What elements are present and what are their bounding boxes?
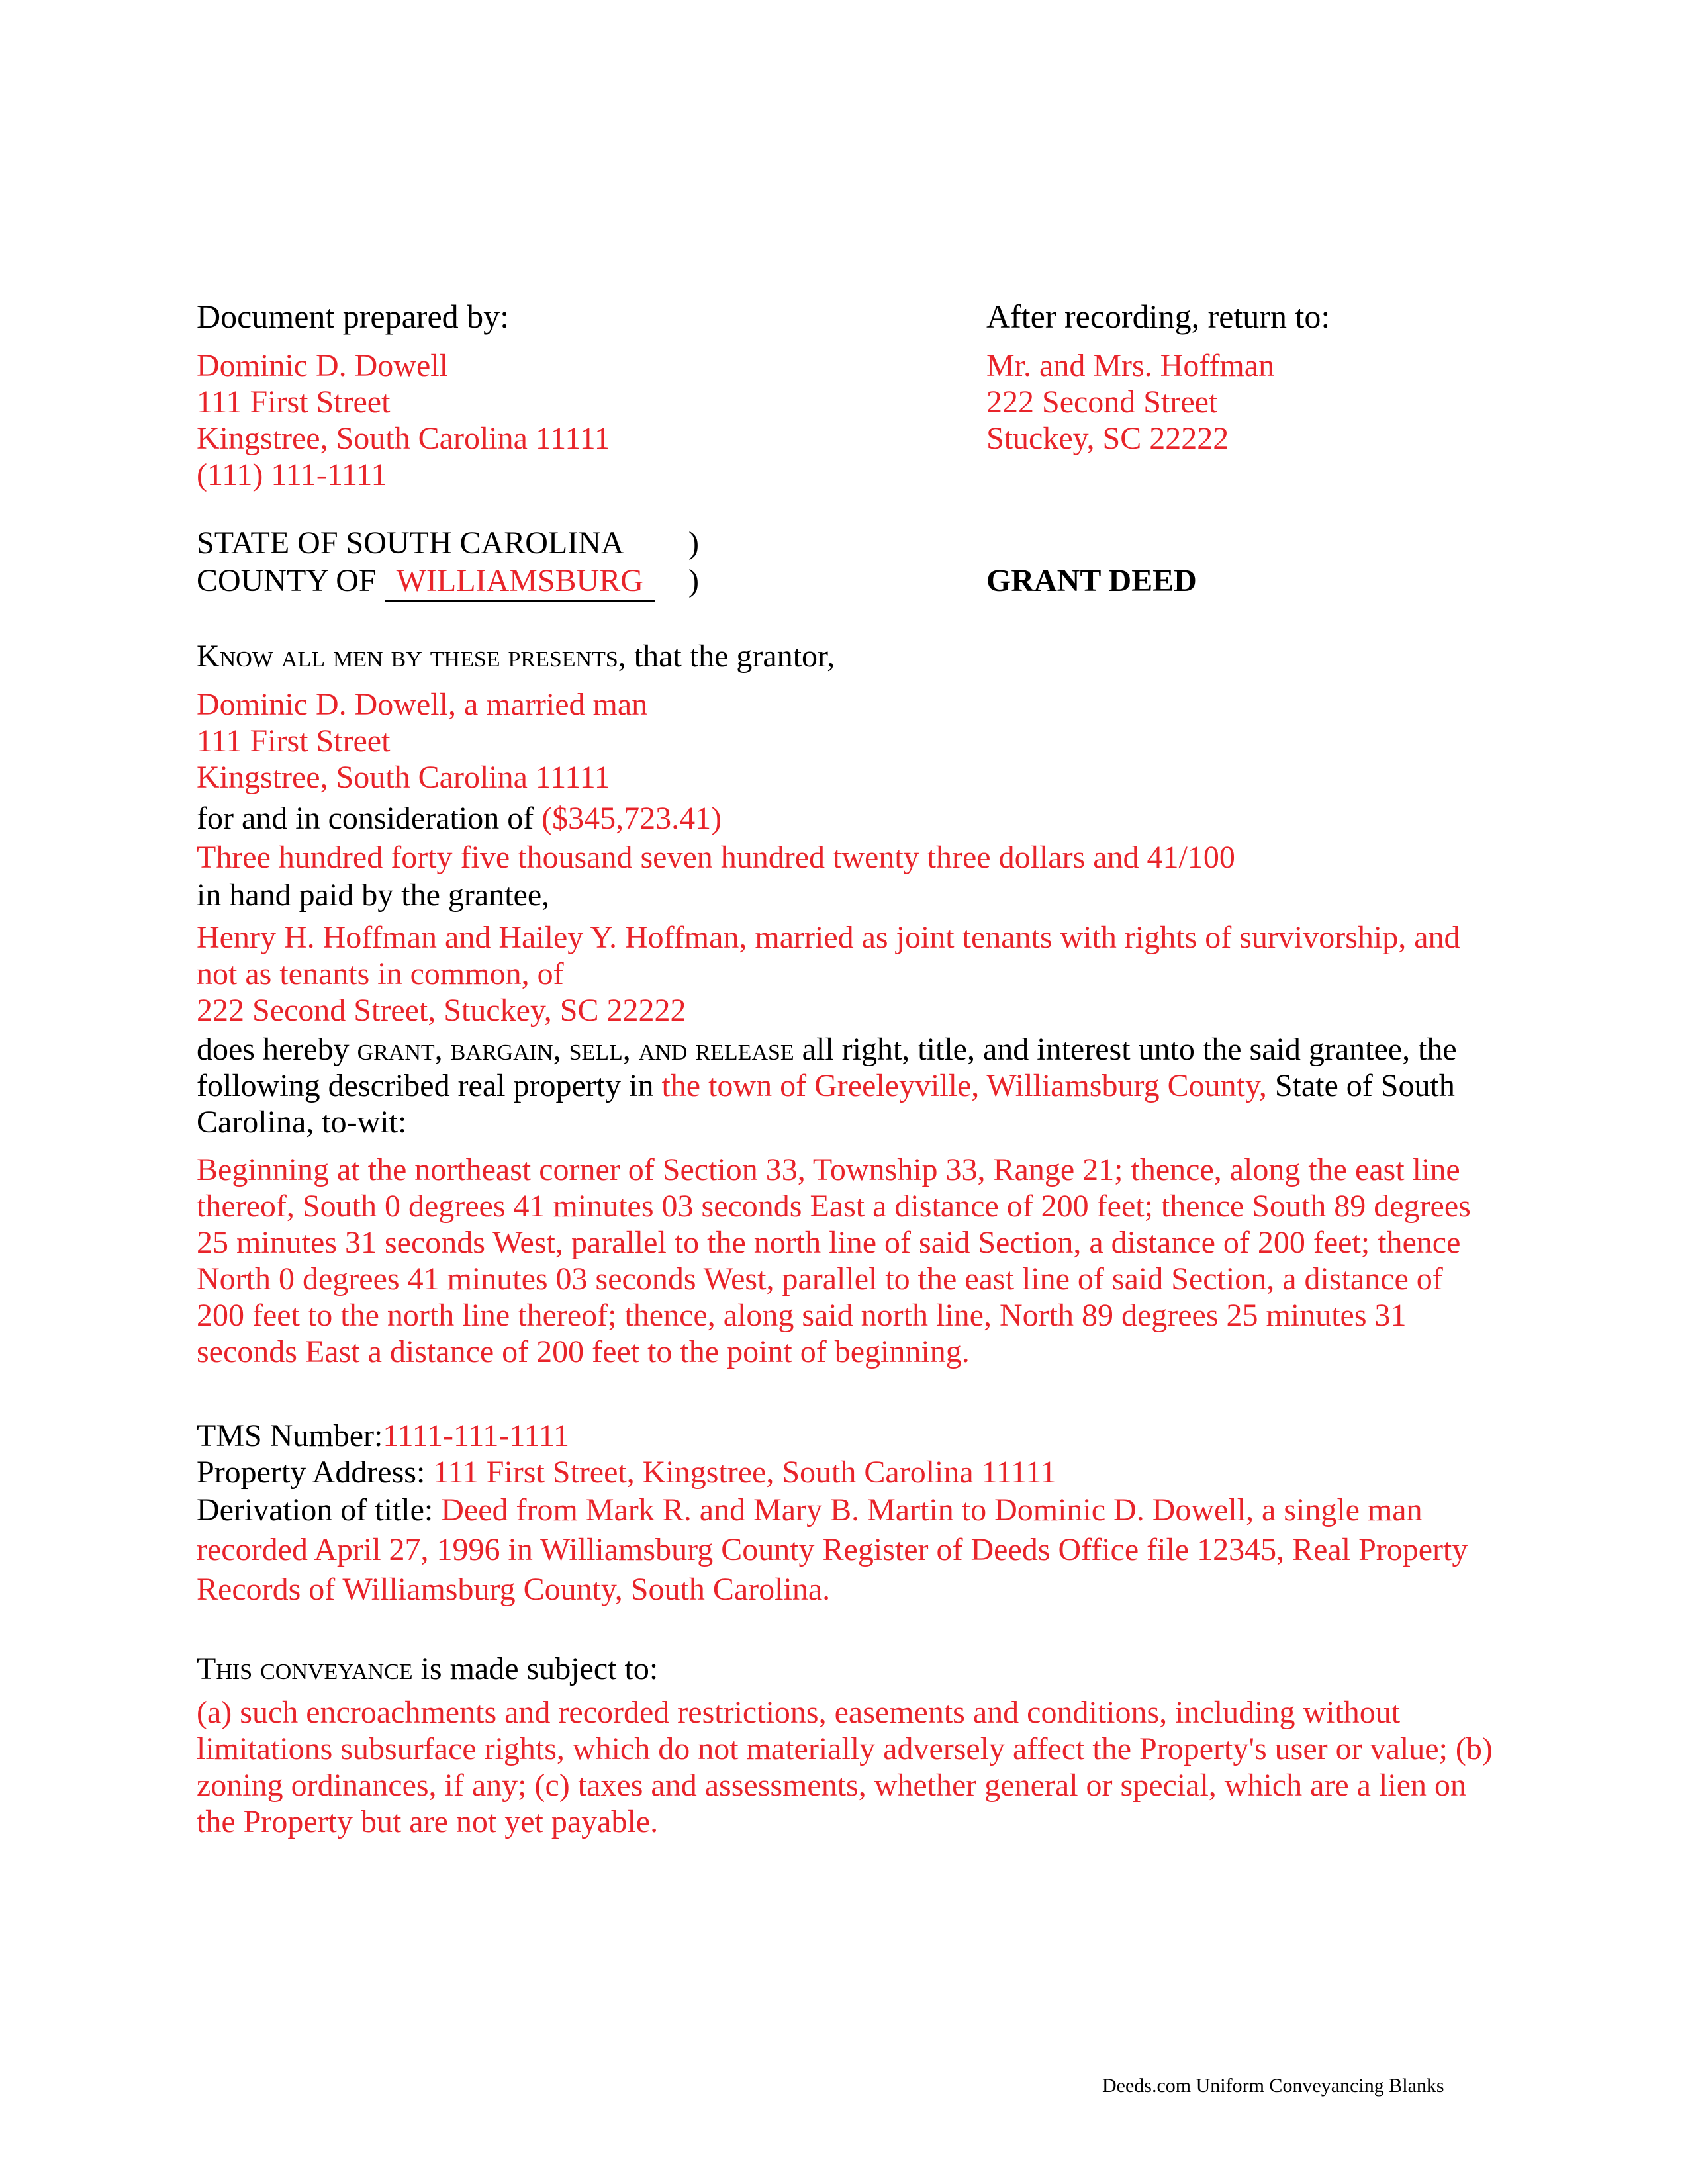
grantor-name: Dominic D. Dowell, a married man [197, 687, 648, 722]
derivation-block [197, 1490, 1494, 1610]
preparer-city: Kingstree, South Carolina 11111 [197, 421, 610, 456]
return-city: Stuckey, SC 22222 [986, 421, 1229, 456]
conveyance-rest: is made subject to: [412, 1651, 659, 1686]
conveyance-terms: (a) such encroachments and recorded restrictions, easements and conditions, including without limitations subsurface rights, which do not materially adversely affect the Property's user or value; (b) zoning ordinances, if any; (c) taxes and assessments, whether general or special, which are a lien on the Property but are not yet payable. [197, 1695, 1493, 1839]
document-title: GRANT DEED [986, 563, 1197, 598]
conveyance-smallcaps: his conveyance [216, 1651, 413, 1686]
intro-rest: , that the grantor, [618, 639, 835, 674]
conveyance-line [197, 1651, 658, 1688]
grantor-street: 111 First Street [197, 723, 391, 758]
return-name: Mr. and Mrs. Hoffman [986, 348, 1275, 383]
consideration-line [197, 800, 722, 837]
grantee-name: Henry H. Hoffman and Hailey Y. Hoffman, married as joint tenants with rights of survivorship, and not as tenants in common, of [197, 920, 1460, 991]
grant-verbs: grant, bargain, sell, and release [357, 1032, 794, 1067]
derivation-of-title: Deed from Mark R. and Mary B. Martin to Dominic D. Dowell, a single man recorded April 27, 1996 in Williamsburg County Register of Deeds Office file 12345, Real Property Records of Williamsburg County, South Carolina. [197, 1492, 1468, 1607]
prepared-by-label: Document prepared by: [197, 298, 510, 335]
intro-k: K [197, 639, 220, 674]
venue-state: STATE OF SOUTH CAROLINA [197, 525, 624, 561]
conveyance-t: T [197, 1651, 216, 1686]
grant-clause [197, 1031, 1494, 1140]
grant-pre: does hereby [197, 1032, 357, 1067]
derivation-label: Derivation of title: [197, 1492, 434, 1527]
return-to-label: After recording, return to: [986, 298, 1331, 335]
tms-number: 1111-111-1111 [383, 1418, 570, 1453]
preparer-phone: (111) 111-1111 [197, 457, 387, 492]
county-label: COUNTY OF [197, 563, 377, 598]
intro-smallcaps: now all men by these presents [219, 639, 618, 674]
grant-tail: State of South Carolina, to-wit: [197, 1068, 1455, 1140]
grant-post: all right, title, and interest unto the said grantee, the following described real property in [197, 1032, 1457, 1103]
tms-label: TMS Number: [197, 1418, 383, 1453]
tms-line [197, 1418, 569, 1455]
paid-by: in hand paid by the grantee, [197, 878, 550, 913]
intro-line [197, 638, 835, 675]
consideration-label: for and in consideration of [197, 801, 534, 836]
property-location: the town of Greeleyville, Williamsburg County, [661, 1068, 1267, 1103]
preparer-name: Dominic D. Dowell [197, 348, 448, 383]
grantor-city: Kingstree, South Carolina 11111 [197, 760, 610, 795]
property-address-line [197, 1454, 1056, 1491]
consideration-words: Three hundred forty five thousand seven hundred twenty three dollars and 41/100 [197, 840, 1235, 875]
venue-county-row [197, 563, 655, 600]
consideration-amount: ($345,723.41) [541, 801, 722, 836]
grantee-address: 222 Second Street, Stuckey, SC 22222 [197, 993, 686, 1028]
county-name: WILLIAMSBURG [385, 563, 655, 602]
preparer-street: 111 First Street [197, 385, 391, 420]
property-address-label: Property Address: [197, 1455, 426, 1490]
property-address: 111 First Street, Kingstree, South Carolina 11111 [433, 1455, 1056, 1490]
return-street: 222 Second Street [986, 385, 1218, 420]
legal-description: Beginning at the northeast corner of Section 33, Township 33, Range 21; thence, along the east line thereof, South 0 degrees 41 minutes 03 seconds East a distance of 200 feet; thence South 89 degrees 25 minutes 31 seconds West, parallel to the north line of said Section, a distance of 200 feet; thence North 0 degrees 41 minutes 03 seconds West, parallel to the east line of said Section, a distance of 200 feet to the north line thereof; thence, along said north line, North 89 degrees 25 minutes 31 seconds East a distance of 200 feet to the point of beginning. [197, 1152, 1471, 1369]
footer-credit: Deeds.com Uniform Conveyancing Blanks [1102, 2075, 1444, 2097]
venue-paren-2: ) [688, 563, 699, 598]
venue-paren-1: ) [688, 525, 699, 561]
